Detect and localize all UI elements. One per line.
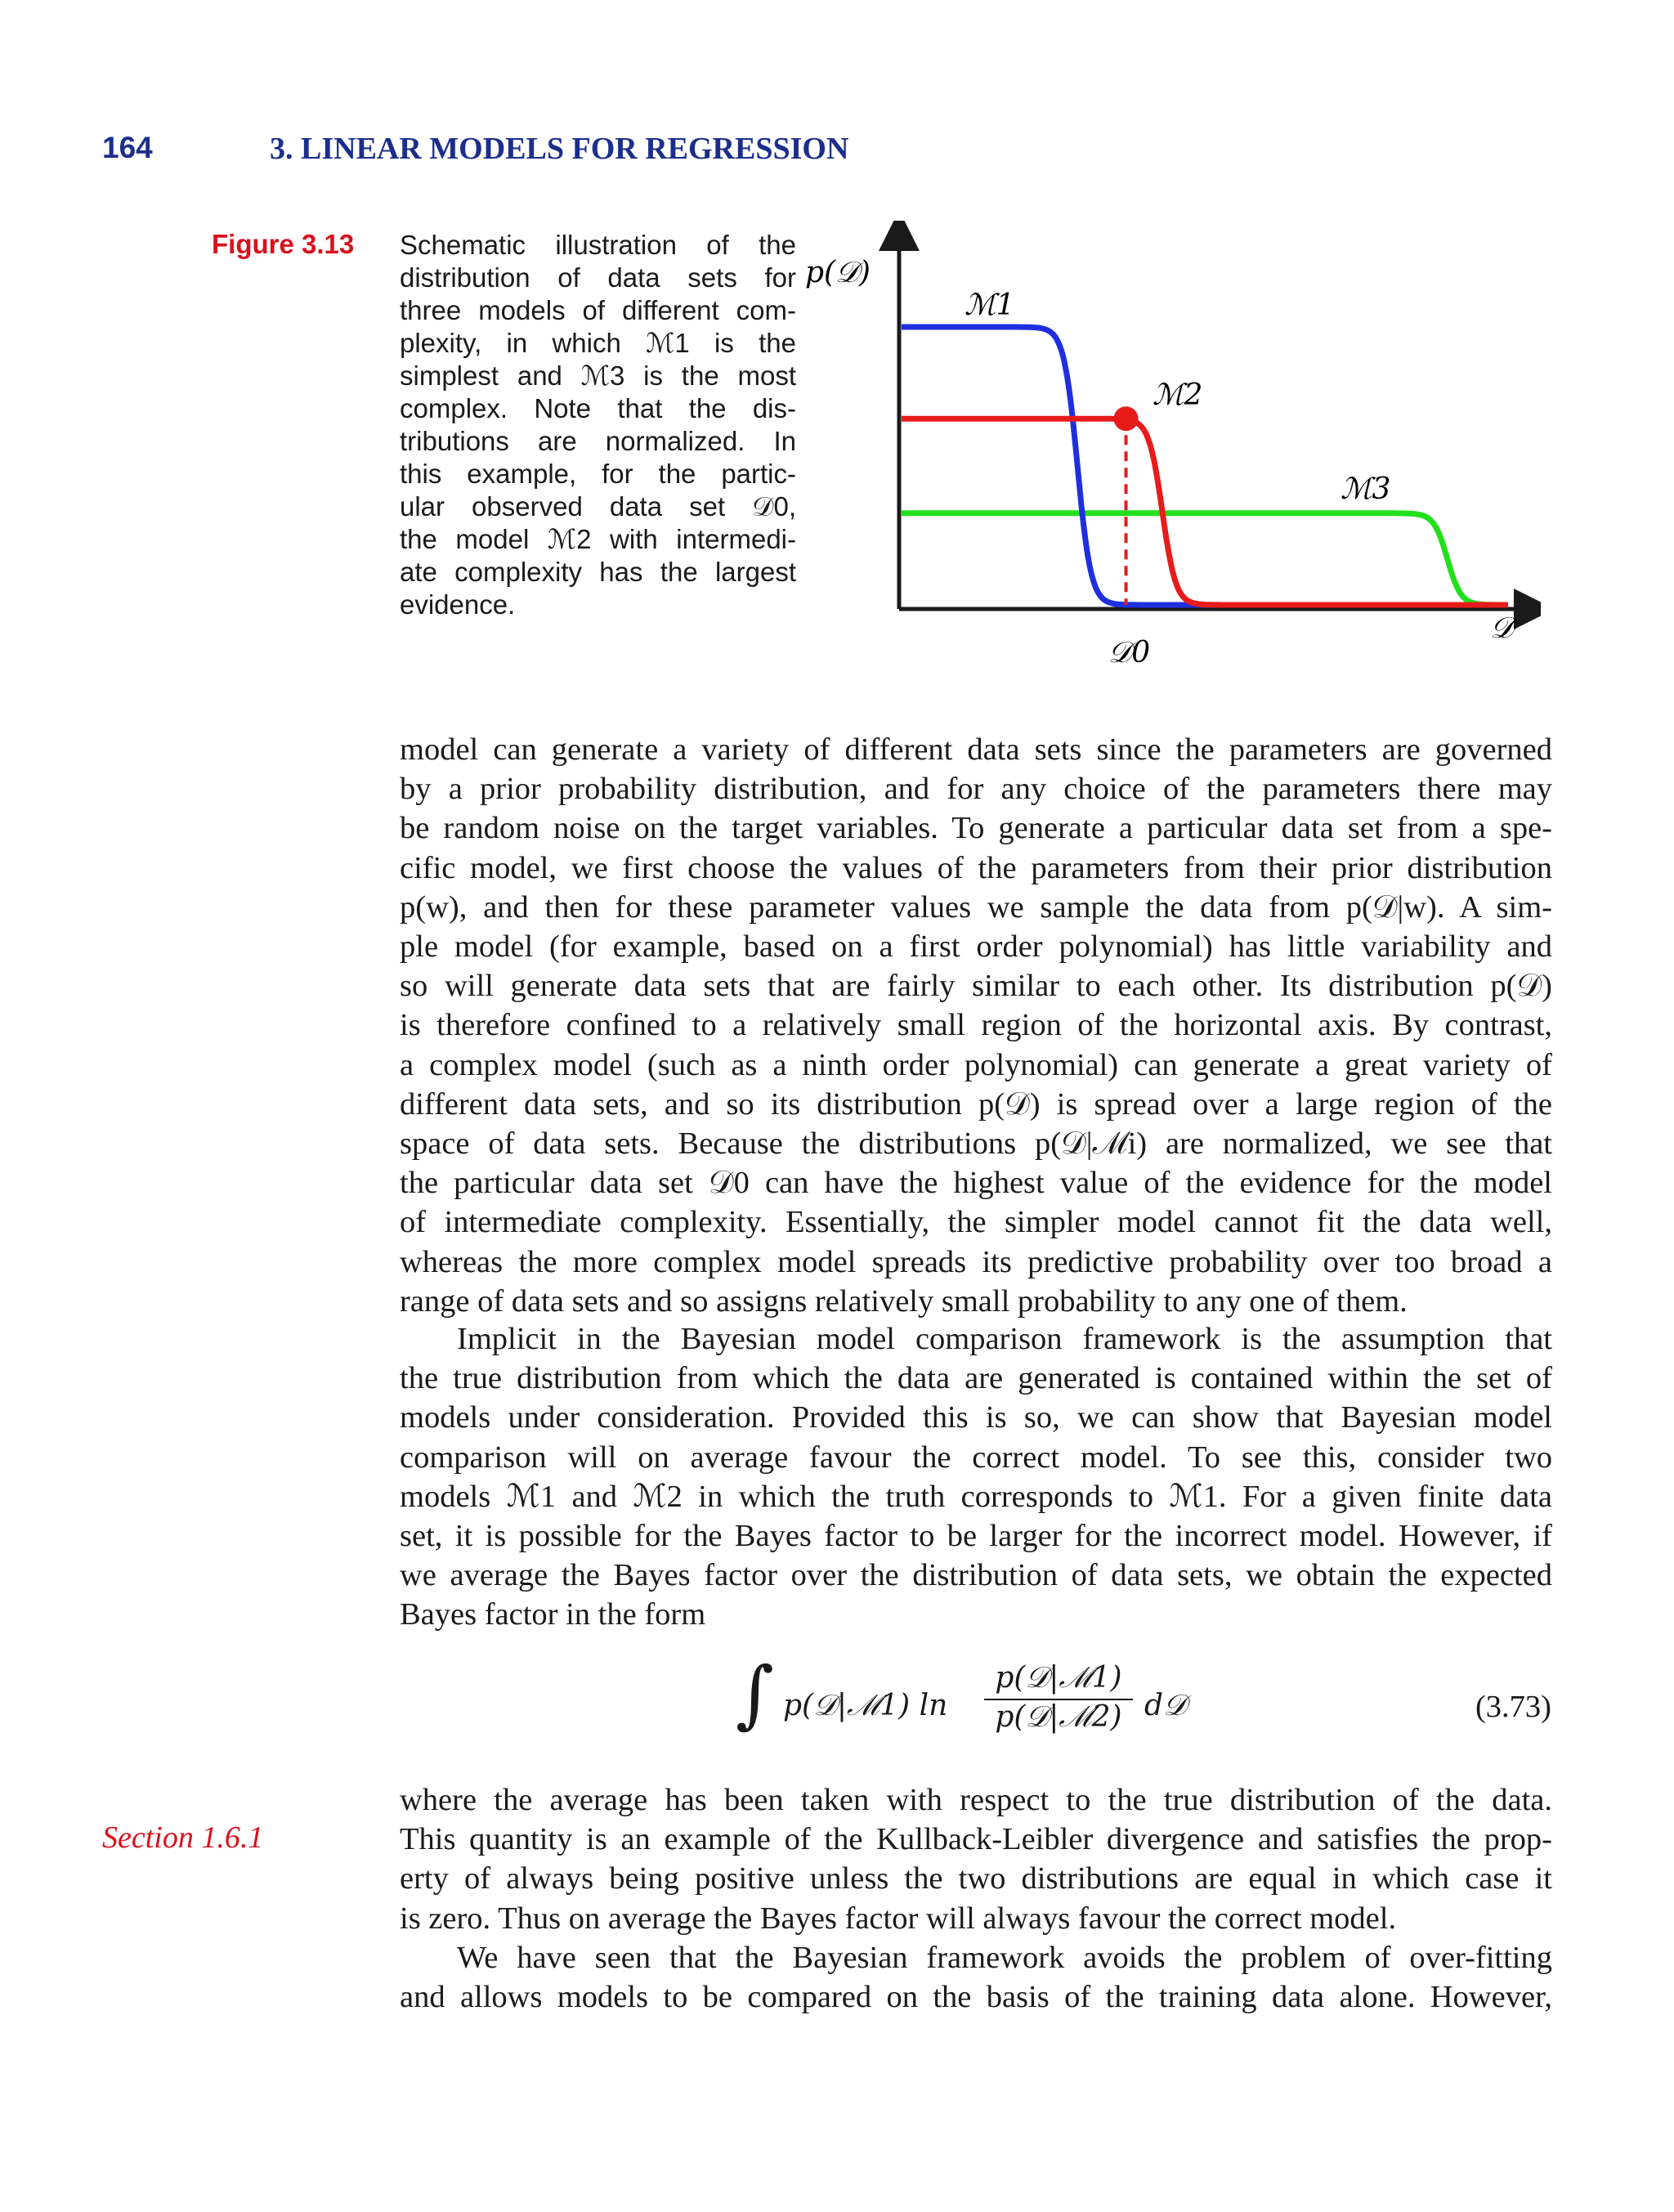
caption-line: complex. Note that the dis- (400, 393, 796, 423)
figure-caption (400, 229, 796, 621)
text-line: whereas the more complex model spreads its predictive probability over too broad a (400, 1244, 1552, 1279)
d0-point (1114, 406, 1139, 431)
text-line: We have seen that the Bayesian framework avoids the problem of over-fitting (457, 1940, 1552, 1975)
caption-line: simplest and ℳ3 is the most (400, 360, 796, 391)
text-line: models ℳ1 and ℳ2 in which the truth corresponds to ℳ1. For a given finite data (400, 1479, 1552, 1514)
caption-line: the model ℳ2 with intermedi- (400, 524, 796, 554)
text-line: erty of always being positive unless the two distributions are equal in which case it (400, 1861, 1552, 1896)
text-line: different data sets, and so its distribution p(𝒟) is spread over a large region of the (400, 1086, 1552, 1122)
equation-fraction (981, 1661, 1136, 1735)
text-line: so will generate data sets that are fairly similar to each other. Its distribution p(𝒟) (400, 969, 1552, 1004)
text-line: This quantity is an example of the Kullback-Leibler divergence and satisfies the prop- (400, 1822, 1552, 1857)
text-line: Implicit in the Bayesian model comparison framework is the assumption that (457, 1322, 1552, 1356)
text-line: is therefore confined to a relatively small region of the horizontal axis. By contrast, (400, 1008, 1552, 1043)
paragraph-1 (400, 730, 1552, 1321)
text-line: model can generate a variety of different data sets since the parameters are governed (400, 732, 1552, 767)
fraction-denominator: p(𝒟|ℳ2) (995, 1700, 1122, 1734)
chapter-title: 3. LINEAR MODELS FOR REGRESSION (270, 132, 849, 166)
series-line-m3 (902, 513, 1508, 605)
caption-line: three models of different com- (400, 295, 796, 325)
fraction-numerator: p(𝒟|ℳ1) (995, 1661, 1122, 1695)
text-line: where the average has been taken with respect to the true distribution of the data. (400, 1783, 1552, 1817)
text-line: the true distribution from which the data are generated is contained within the set of (400, 1361, 1552, 1396)
equation-number: (3.73) (1475, 1690, 1551, 1724)
text-line: of intermediate complexity. Essentially, the simpler model cannot fit the data well, (400, 1205, 1552, 1240)
text-line: Bayes factor in the form (400, 1597, 706, 1632)
section-reference[interactable]: Section 1.6.1 (102, 1820, 264, 1855)
caption-line: this example, for the partic- (400, 459, 796, 489)
d0-label: 𝒟0 (1108, 636, 1151, 669)
caption-line: tributions are normalized. In (400, 426, 796, 456)
equation-lhs: p(𝒟|ℳ1) ln (783, 1689, 948, 1722)
series-line-m1 (902, 327, 1508, 605)
text-line: be random noise on the target variables. To generate a particular data set from a spe- (400, 811, 1552, 846)
caption-line: distribution of data sets for (400, 262, 796, 293)
page-number: 164 (102, 131, 153, 164)
caption-line: ular observed data set 𝒟0, (400, 491, 796, 522)
caption-line: evidence. (400, 589, 516, 620)
caption-line: ate complexity has the largest (400, 557, 796, 587)
caption-line: Schematic illustration of the (400, 230, 796, 260)
paragraph-2 (400, 1319, 1552, 1635)
text-line: set, it is possible for the Bayes factor to be larger for the incorrect model. However, if (400, 1519, 1552, 1554)
text-line: a complex model (such as a ninth order polynomial) can generate a great variety of (400, 1047, 1552, 1082)
text-line: cific model, we first choose the values of the parameters from their prior distribution (400, 850, 1552, 885)
paragraph-3 (400, 1780, 1552, 2017)
figure-label: Figure 3.13 (212, 229, 355, 259)
text-line: models under consideration. Provided this is so, we can show that Bayesian model (400, 1400, 1552, 1435)
text-line: is zero. Thus on average the Bayes factor will always favour the correct model. (400, 1901, 1397, 1936)
series-label-m1: ℳ1 (965, 289, 1015, 322)
x-axis-label: 𝒟 (1490, 611, 1514, 645)
text-line: space of data sets. Because the distributions p(𝒟|ℳi) are normalized, we see that (400, 1126, 1552, 1162)
text-line: ple model (for example, based on a first order polynomial) has little variability and (400, 929, 1552, 965)
y-axis-label: p(𝒟) (805, 256, 871, 289)
text-line: by a prior probability distribution, and for any choice of the parameters there may (400, 772, 1552, 807)
integral-sign: ∫ (736, 1651, 774, 1737)
series-label-m3: ℳ3 (1341, 472, 1391, 506)
text-line: range of data sets and so assigns relatively small probability to any one of them. (400, 1283, 1408, 1319)
equation-differential: d𝒟 (1144, 1689, 1187, 1722)
caption-line: plexity, in which ℳ1 is the (400, 328, 796, 358)
text-line: the particular data set 𝒟0 can have the highest value of the evidence for the model (400, 1166, 1552, 1201)
text-line: and allows models to be compared on the basis of the training data alone. However, (400, 1980, 1552, 2015)
model-evidence-chart (805, 221, 1541, 687)
text-line: comparison will on average favour the correct model. To see this, consider two (400, 1440, 1552, 1475)
text-line: p(w), and then for these parameter values we sample the data from p(𝒟|w). A sim- (400, 889, 1552, 925)
text-line: we average the Bayes factor over the distribution of data sets, we obtain the expected (400, 1558, 1552, 1593)
series-label-m2: ℳ2 (1153, 378, 1203, 412)
